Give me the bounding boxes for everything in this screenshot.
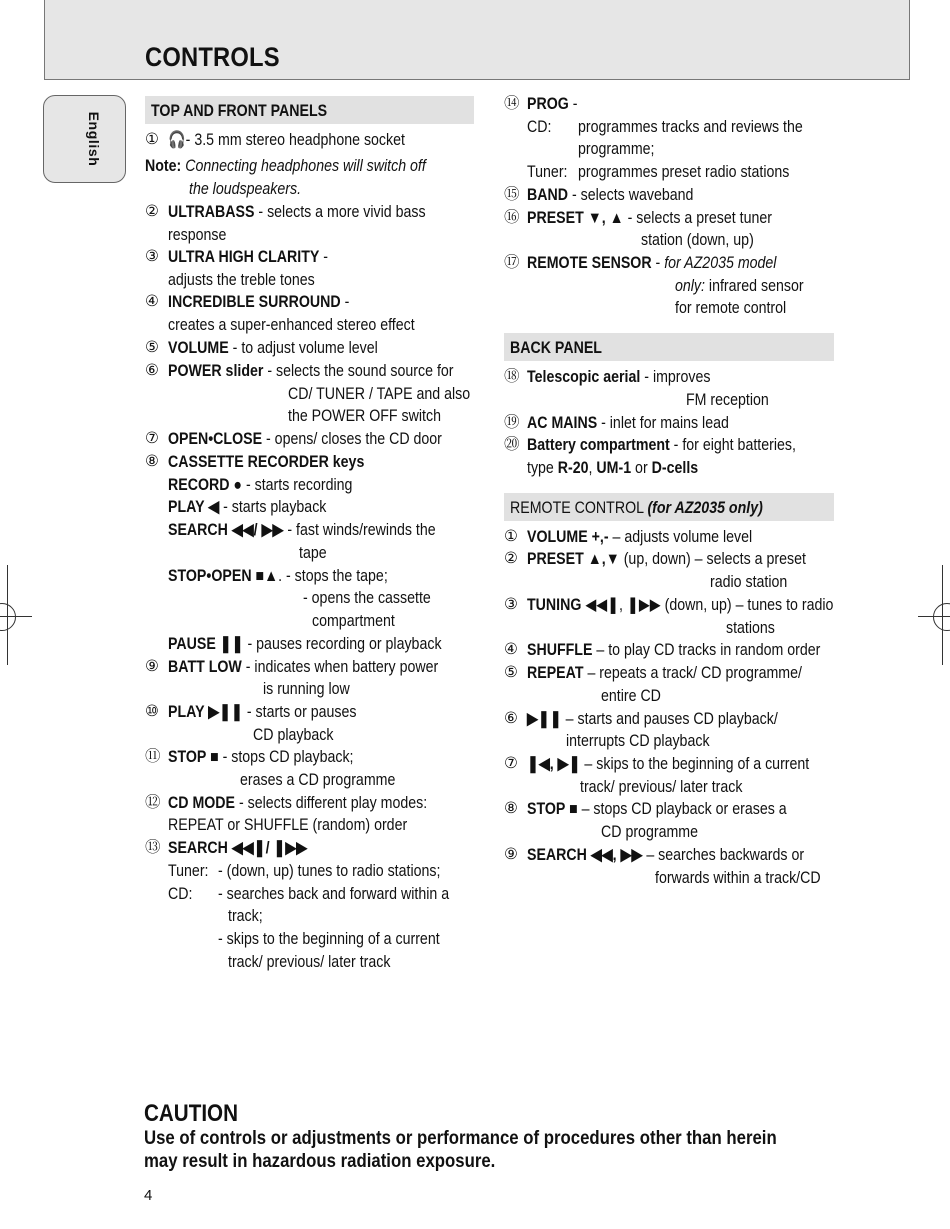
item-text: - bbox=[651, 254, 665, 272]
control-name: SHUFFLE bbox=[527, 641, 593, 659]
list-item bbox=[527, 185, 693, 205]
item-number: ⑦ bbox=[145, 430, 159, 447]
item-text: or bbox=[631, 459, 652, 477]
control-name: PRESET ▼, ▲ bbox=[527, 209, 624, 227]
list-item bbox=[527, 413, 729, 433]
list-item bbox=[527, 754, 809, 774]
list-item bbox=[527, 208, 772, 228]
battery-type: R-20 bbox=[557, 459, 589, 477]
caution-text: Use of controls or adjustments or performance of procedures other than herein bbox=[144, 1127, 777, 1149]
language-tab bbox=[43, 95, 126, 183]
battery-type: UM-1 bbox=[596, 459, 632, 477]
item-text: - skips to the beginning of a current bbox=[218, 930, 440, 948]
item-number: ④ bbox=[145, 293, 159, 310]
control-name: PLAY ▶❚❚ bbox=[168, 703, 243, 721]
item-text: - (down, up) tunes to radio stations; bbox=[218, 862, 441, 880]
skip-icons: ◀◀❚, ❚▶▶ bbox=[581, 596, 661, 614]
item-text: – repeats a track/ CD programme/ bbox=[583, 664, 802, 682]
list-item bbox=[168, 793, 427, 813]
item-text: - bbox=[568, 95, 578, 113]
control-name: BATT LOW bbox=[168, 658, 242, 676]
list-item bbox=[168, 747, 354, 767]
control-name: REMOTE SENSOR bbox=[527, 254, 652, 272]
sub-item-stop-open bbox=[168, 566, 388, 586]
list-item bbox=[168, 247, 328, 267]
item-text: – stops CD playback or erases a bbox=[577, 800, 787, 818]
item-number: ⑤ bbox=[504, 664, 518, 681]
list-item bbox=[168, 338, 378, 358]
section-title-back-panel: BACK PANEL bbox=[510, 339, 602, 357]
skip-icon: ❚◀, ▶❚ bbox=[527, 755, 581, 773]
item-number: ⑤ bbox=[145, 339, 159, 356]
control-name: VOLUME +,- bbox=[527, 528, 609, 546]
list-item bbox=[527, 253, 776, 273]
item-text: - opens/ closes the CD door bbox=[262, 430, 442, 448]
note bbox=[145, 156, 426, 176]
control-name: CD MODE bbox=[168, 794, 236, 812]
item-text: - 3.5 mm stereo headphone socket bbox=[185, 131, 405, 149]
control-name: CASSETTE RECORDER keys bbox=[168, 453, 365, 471]
item-text: - starts recording bbox=[242, 476, 353, 494]
list-item bbox=[527, 799, 787, 819]
play-pause-icon: ▶❚❚ bbox=[527, 710, 562, 728]
control-name: SEARCH ◀◀, ▶▶ bbox=[527, 846, 643, 864]
caution-title: CAUTION bbox=[144, 1100, 239, 1127]
item-text: programmes preset radio stations bbox=[578, 163, 790, 181]
item-number: ⑨ bbox=[504, 846, 518, 863]
item-number: ⑮ bbox=[504, 186, 520, 203]
battery-type: D-cells bbox=[651, 459, 699, 477]
item-text: programmes tracks and reviews the bbox=[578, 118, 803, 136]
item-number: ⑱ bbox=[504, 368, 520, 385]
item-text: interrupts CD playback bbox=[566, 732, 710, 750]
item-text: (up, down) – selects a preset bbox=[619, 550, 806, 568]
item-text: - to adjust volume level bbox=[228, 339, 378, 357]
item-text: creates a super-enhanced stereo effect bbox=[168, 316, 415, 334]
list-item bbox=[168, 702, 357, 722]
item-text: response bbox=[168, 226, 227, 244]
item-text: - pauses recording or playback bbox=[243, 635, 442, 653]
control-name: PAUSE ❚❚ bbox=[168, 635, 244, 653]
item-number: ② bbox=[145, 203, 159, 220]
item-text: tape bbox=[299, 544, 327, 562]
item-text: . - stops the tape; bbox=[278, 567, 388, 585]
control-name: POWER slider bbox=[168, 362, 264, 380]
list-item bbox=[527, 640, 820, 660]
item-text: for remote control bbox=[675, 299, 787, 317]
item-text: – starts and pauses CD playback/ bbox=[561, 710, 778, 728]
control-name: INCREDIBLE SURROUND bbox=[168, 293, 341, 311]
item-number: ⑰ bbox=[504, 254, 520, 271]
sub-item-record bbox=[168, 475, 352, 495]
control-name: Telescopic aerial bbox=[527, 368, 641, 386]
section-title-remote-control bbox=[510, 498, 763, 518]
item-number: ⑳ bbox=[504, 436, 520, 453]
list-item bbox=[527, 845, 804, 865]
item-text: is running low bbox=[263, 680, 350, 698]
item-number: ③ bbox=[504, 596, 518, 613]
item-text: - selects waveband bbox=[567, 186, 694, 204]
item-text: - selects a more vivid bass bbox=[254, 203, 426, 221]
list-item bbox=[527, 595, 833, 615]
item-text: stations bbox=[726, 619, 775, 637]
item-text: REPEAT or SHUFFLE (random) order bbox=[168, 816, 408, 834]
section-title-note: (for AZ2035 only) bbox=[647, 499, 763, 517]
list-item bbox=[527, 663, 802, 683]
item-text: erases a CD programme bbox=[240, 771, 396, 789]
item-text: - searches back and forward within a bbox=[218, 885, 450, 903]
item-number: ⑦ bbox=[504, 755, 518, 772]
item-text: - selects the sound source for bbox=[263, 362, 454, 380]
item-number: ① bbox=[504, 528, 518, 545]
control-name: ULTRABASS bbox=[168, 203, 255, 221]
item-text: infrared sensor bbox=[704, 277, 804, 295]
item-number: ⑨ bbox=[145, 658, 159, 675]
item-text: type bbox=[527, 459, 558, 477]
language-tab-label: English bbox=[86, 111, 102, 167]
item-number: ③ bbox=[145, 248, 159, 265]
item-text: entire CD bbox=[601, 687, 661, 705]
item-text: - bbox=[340, 293, 350, 311]
list-item bbox=[527, 367, 711, 387]
item-text: – skips to the beginning of a current bbox=[580, 755, 810, 773]
item-label: CD: bbox=[527, 118, 552, 136]
sub-item-play bbox=[168, 497, 326, 517]
item-number: ⑩ bbox=[145, 703, 159, 720]
headphone-icon: 🎧 bbox=[168, 131, 186, 149]
item-text: only: bbox=[675, 277, 705, 295]
list-item bbox=[527, 94, 577, 114]
item-number: ① bbox=[145, 131, 159, 148]
item-number: ⑭ bbox=[504, 95, 520, 112]
list-item bbox=[168, 452, 364, 472]
item-text: (down, up) – tunes to radio bbox=[660, 596, 834, 614]
item-text: - for eight batteries, bbox=[669, 436, 796, 454]
list-item bbox=[168, 838, 307, 858]
item-text: track; bbox=[228, 907, 263, 925]
item-text: for AZ2035 model bbox=[664, 254, 777, 272]
section-title-top-front: TOP AND FRONT PANELS bbox=[151, 102, 328, 120]
page-title: CONTROLS bbox=[145, 42, 280, 72]
control-name: REPEAT bbox=[527, 664, 584, 682]
item-text: FM reception bbox=[686, 391, 769, 409]
item-text: – searches backwards or bbox=[642, 846, 805, 864]
item-text: - stops CD playback; bbox=[218, 748, 354, 766]
list-item bbox=[168, 130, 405, 150]
item-text: - improves bbox=[640, 368, 711, 386]
control-name: STOP•OPEN ■▲ bbox=[168, 567, 279, 585]
item-text: - fast winds/rewinds the bbox=[283, 521, 436, 539]
caution-text: may result in hazardous radiation exposure. bbox=[144, 1150, 496, 1172]
list-item bbox=[168, 429, 442, 449]
control-name: RECORD ● bbox=[168, 476, 243, 494]
item-number: ⑧ bbox=[504, 800, 518, 817]
list-item bbox=[168, 292, 349, 312]
item-text: radio station bbox=[710, 573, 788, 591]
sub-item-pause bbox=[168, 634, 442, 654]
list-item bbox=[527, 549, 806, 569]
item-text: track/ previous/ later track bbox=[580, 778, 743, 796]
list-item bbox=[527, 527, 752, 547]
item-text: track/ previous/ later track bbox=[228, 953, 391, 971]
list-item-continued bbox=[527, 458, 698, 478]
item-number: ⑯ bbox=[504, 209, 520, 226]
note-label: Note: bbox=[145, 157, 182, 175]
item-text: - indicates when battery power bbox=[241, 658, 439, 676]
item-text: - bbox=[319, 248, 329, 266]
item-number: ⑪ bbox=[145, 748, 161, 765]
item-text: the POWER OFF switch bbox=[288, 407, 441, 425]
item-number: ⑥ bbox=[504, 710, 518, 727]
page-number: 4 bbox=[144, 1187, 153, 1204]
item-number: ⑲ bbox=[504, 414, 520, 431]
control-name: OPEN•CLOSE bbox=[168, 430, 263, 448]
item-text: - selects a preset tuner bbox=[623, 209, 772, 227]
list-item bbox=[527, 709, 778, 729]
item-number: ⑥ bbox=[145, 362, 159, 379]
item-text: station (down, up) bbox=[641, 231, 754, 249]
item-text: compartment bbox=[312, 612, 395, 630]
item-text: forwards within a track/CD bbox=[655, 869, 821, 887]
control-name: STOP ■ bbox=[168, 748, 219, 766]
item-number: ⑫ bbox=[145, 794, 161, 811]
item-number: ⑬ bbox=[145, 839, 161, 856]
item-text: CD programme bbox=[601, 823, 698, 841]
list-item bbox=[168, 361, 454, 381]
item-text: - inlet for mains lead bbox=[597, 414, 729, 432]
item-text: - selects different play modes: bbox=[235, 794, 428, 812]
note-continued bbox=[189, 179, 301, 199]
item-text: adjusts the treble tones bbox=[168, 271, 315, 289]
item-number: ② bbox=[504, 550, 518, 567]
section-title-text: REMOTE CONTROL bbox=[510, 499, 648, 517]
item-number: ⑧ bbox=[145, 453, 159, 470]
item-text: , bbox=[588, 459, 597, 477]
control-name: PRESET ▲,▼ bbox=[527, 550, 620, 568]
item-text: CD playback bbox=[253, 726, 334, 744]
item-label: CD: bbox=[168, 885, 193, 903]
list-item bbox=[527, 435, 796, 455]
item-text: – to play CD tracks in random order bbox=[592, 641, 821, 659]
control-name: ULTRA HIGH CLARITY bbox=[168, 248, 320, 266]
control-name: VOLUME bbox=[168, 339, 229, 357]
sub-item-search bbox=[168, 520, 436, 540]
control-name: SEARCH ◀◀❚/ ❚▶▶ bbox=[168, 839, 308, 857]
control-name: BAND bbox=[527, 186, 568, 204]
list-item bbox=[168, 657, 438, 677]
item-text: - starts playback bbox=[219, 498, 327, 516]
control-name: AC MAINS bbox=[527, 414, 598, 432]
control-name: PROG bbox=[527, 95, 569, 113]
list-item bbox=[168, 202, 426, 222]
control-name: SEARCH ◀◀/ ▶▶ bbox=[168, 521, 284, 539]
item-text: - opens the cassette bbox=[303, 589, 431, 607]
item-label: Tuner: bbox=[527, 163, 568, 181]
note-text: Connecting headphones will switch off bbox=[185, 157, 426, 175]
control-name: Battery compartment bbox=[527, 436, 670, 454]
item-text: - starts or pauses bbox=[242, 703, 357, 721]
note-text: the loudspeakers. bbox=[189, 180, 302, 198]
control-name: PLAY ◀ bbox=[168, 498, 220, 516]
item-text: programme; bbox=[578, 140, 655, 158]
control-name: STOP ■ bbox=[527, 800, 578, 818]
item-label: Tuner: bbox=[168, 862, 209, 880]
item-text: – adjusts volume level bbox=[608, 528, 753, 546]
list-item-continued bbox=[675, 276, 804, 296]
control-name: TUNING bbox=[527, 596, 582, 614]
item-text: CD/ TUNER / TAPE and also bbox=[288, 385, 471, 403]
item-number: ④ bbox=[504, 641, 518, 658]
